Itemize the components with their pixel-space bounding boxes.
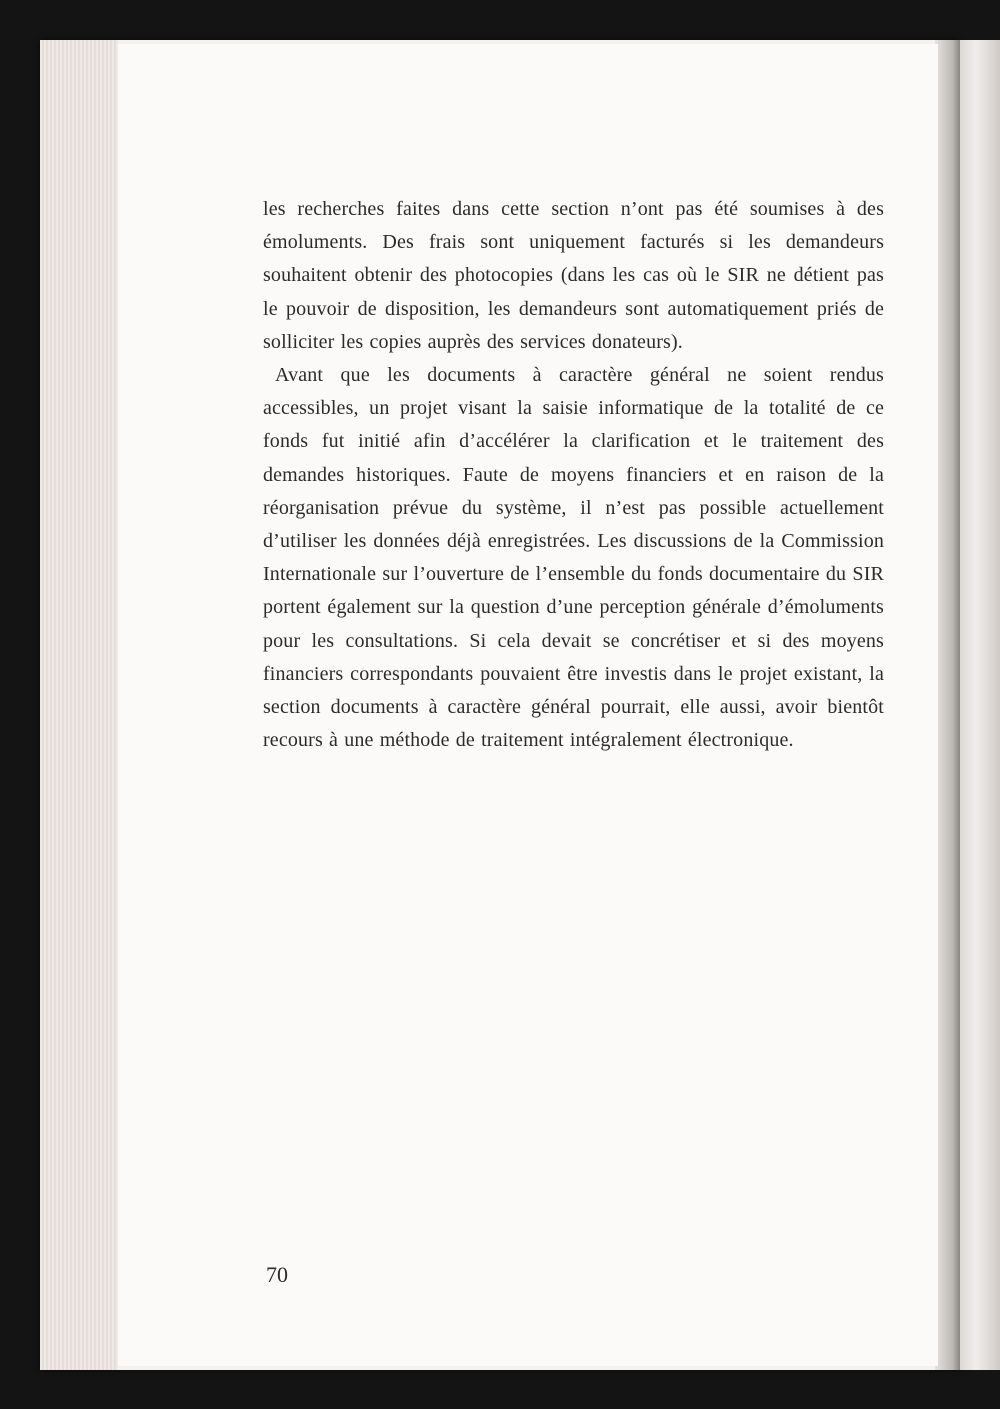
paragraph-1: les recherches faites dans cette section n’ont pas été soumises à des émoluments. Des frais sont uniquement facturés si les demandeurs souhaitent obtenir des photocopies (dans les cas où le SIR ne détient pas le pouvoir de disposition, les demandeurs sont automatiquement priés de solliciter les copies auprès des services donateurs). xyxy=(263,198,884,353)
page-edges xyxy=(40,40,118,1370)
spine-shadow xyxy=(935,40,960,1370)
facing-page-strip xyxy=(960,40,1000,1370)
body-text xyxy=(263,193,884,757)
paragraph-2: Avant que les documents à caractère général ne soient rendus accessibles, un projet visant la saisie informatique de la totalité de ce fonds fut initié afin d’accélérer la clarification et le traitement des demandes historiques. Faute de moyens financiers et en raison de la réorganisation prévue du système, il n’est pas possible actuellement d’utiliser les données déjà enregistrées. Les discussions de la Commission Internationale sur l’ouverture de l’ensemble du fonds documentaire du SIR portent également sur la question d’une perception générale d’émoluments pour les consultations. Si cela devait se concrétiser et si des moyens financiers correspondants pouvaient être investis dans le projet existant, la section documents à caractère général pourrait, elle aussi, avoir bientôt recours à une méthode de traitement intégralement électronique. xyxy=(263,364,884,752)
page-number: 70 xyxy=(266,1262,288,1287)
